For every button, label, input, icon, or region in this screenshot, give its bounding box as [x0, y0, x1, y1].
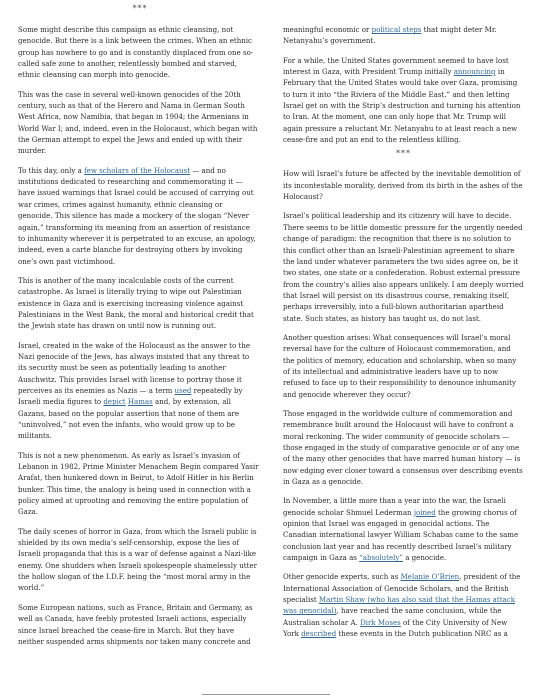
text-run: of the City University of New York	[283, 617, 508, 639]
text-run: a genocide.	[402, 553, 447, 563]
left-column	[18, 24, 259, 655]
section-separator: ***	[396, 149, 411, 159]
link-absolutely[interactable]: “absolutely”	[359, 553, 403, 563]
link-hamas[interactable]: Hamas	[127, 397, 153, 407]
link-announcing[interactable]: announcing	[453, 67, 496, 77]
text-run: the growing chorus of opinion that Israel was engaged in genocidal actions. The Canadian international lawyer William Schabas came to the same conclusion last year and has recently described Israel’s military campaign in Gaza as	[283, 507, 519, 563]
link-used[interactable]: used	[174, 385, 192, 395]
link-martin-shaw[interactable]: Martin Shaw (who has also said that the Hamas attack was genocidal)	[283, 595, 515, 616]
text-run: these events in the Dutch publication NRC as a	[336, 629, 508, 639]
right-column	[283, 24, 524, 648]
paragraph: Those engaged in the worldwide culture of commemoration and remembrance built around the Holocaust will have to confront a moral reckoning. The wider community of genocide scholars — those engaged in the study of comparative genocide or of any one of the many other genocides that have marred human history — is now edging ever closer toward a consensus over describing events in Gaza as a genocide.	[283, 408, 523, 487]
paragraph: This was the case in several well-known genocides of the 20th century, such as that of the Herero and Nama in German South West Africa, now Namibia, that began in 1904; the Armenians in World War I; and, indeed, even in the Holocaust, which began with the German attempt to expel the Jews and ended up with their murder.	[18, 89, 258, 156]
text-run: , president of the International Association of Genocide Scholars, and the British specialist	[283, 572, 521, 605]
text-run: For a while, the United States government seemed to have lost interest in Gaza, with President Trump initially	[283, 55, 509, 77]
paragraph: Some European nations, such as France, Britain and Germany, as well as Canada, have feebly protested Israeli actions, especially since Israel breached the cease-fire in March. But they have neither suspended arms shipments nor taken many concrete and	[18, 602, 253, 646]
paragraph	[18, 165, 259, 267]
paragraph: The daily scenes of horror in Gaza, from which the Israeli public is shielded by its own media’s self-censorship, expose the lies of Israeli propaganda that this is a war of defense against a Nazi-like enemy. One shudders when Israeli spokespeople shamelessly utter the hollow slogan of the I.D.F. being the “most moral army in the world.”	[18, 526, 257, 593]
paragraph	[283, 495, 524, 563]
link-political-steps[interactable]: political steps	[371, 25, 422, 34]
footer-divider	[202, 694, 330, 695]
text-run: Other genocide experts, such as	[283, 572, 401, 582]
text-run: Israel, created in the wake of the Holocaust as the answer to the Nazi genocide of the Jews, has always insisted that any threat to its security must be seen as potentially leading to another Auschwitz. This provides Israel with license to portray those it perceives as its enemies as Nazis — a term	[18, 340, 251, 395]
paragraph: How will Israel’s future be affected by the inevitable demolition of its incontestable morality, derived from its birth in the ashes of the Holocaust?	[283, 169, 523, 202]
link-described[interactable]: described	[301, 629, 337, 639]
text-run: — and no institutions dedicated to researching and commemorating it — have issued warnings that Israel could be accused of carrying out war crimes, crimes against humanity, ethnic cleansing or genocide. This silence has made a mockery of the slogan “Never again,” transforming its meaning from an assertion of resistance to inhumanity wherever it is perpetrated to an excuse, an apology, indeed, even a carte blanche for destroying others by invoking one’s own past victimhood.	[18, 165, 256, 266]
section-separator: ***	[132, 4, 148, 13]
text-run: In November, a little more than a year into the war, the Israeli genocide scholar Shmuel Lederman	[283, 496, 506, 517]
link-melanie-obrien[interactable]: Melanie O’Brien	[400, 572, 460, 582]
text-run: To this day, only a	[18, 165, 85, 175]
link-joined[interactable]: joined	[413, 507, 436, 517]
text-run: that might deter Mr. Netanyahu’s government.	[283, 25, 497, 46]
paragraph	[18, 340, 259, 442]
paragraph: This is another of the many incalculable costs of the current catastrophe. As Israel is literally trying to wipe out Palestinian existence in Gaza and is exercising increasing violence against Palestinians in the West Bank, the moral and historical credit that the Jewish state has drawn on until now is running out.	[18, 275, 254, 331]
paragraph: Another question arises: What consequences will Israel’s moral reversal have for the culture of Holocaust commemoration, and the politics of memory, education and scholarship, when so many of its intellectual and administrative leaders have up to now refused to face up to their responsibility to denounce inhumanity and genocide wherever they occur?	[283, 332, 517, 399]
link-few-scholars[interactable]: few scholars of the Holocaust	[84, 165, 191, 175]
text-run: and, by extension, all Gazans, based on the popular assertion that none of them are “uninvolved,” not even the infants, who would grow up to be militants.	[18, 397, 240, 441]
paragraph: Some might describe this campaign as ethnic cleansing, not genocide. But there is a link between the crimes. When an ethnic group has nowhere to go and is constantly displaced from one so-called safe zone to another, relentlessly bombed and starved, ethnic cleansing can morph into genocide.	[18, 25, 254, 80]
paragraph	[283, 55, 524, 146]
paragraph	[283, 24, 524, 47]
text-run: repeatedly by Israeli media figures to	[18, 385, 243, 407]
paragraph	[283, 571, 524, 639]
text-run: in February that the United States would take over Gaza, promising to turn it into “the Riviera of the Middle East,” and then letting Israel get on with the Strip’s destruction and turning his attention to Iran. At the moment, one can only hope that Mr. Trump will again pressure a reluctant Mr. Netanyahu to at least reach a new cease-fire and put an end to the relentless killing.	[283, 67, 521, 145]
text-run: , have reached the same conclusion, while the Australian scholar A.	[283, 606, 502, 627]
link-depict[interactable]: depict	[103, 397, 126, 407]
paragraph: This is not a new phenomenon. As early as Israel’s invasion of Lebanon in 1982, Prime Minister Menachem Begin compared Yasir Arafat, then hunkered down in Beirut, to Adolf Hitler in his Berlin bunker. This time, the analogy is being used in connection with a policy aimed at uprooting and removing the entire population of Gaza.	[18, 450, 259, 517]
paragraph: Israel’s political leadership and its citizenry will have to decide. There seems to be little domestic pressure for the urgently needed change of paradigm: the recognition that there is no solution to this conflict other than an Israeli-Palestinian agreement to share the land under whatever parameters the two sides agree on, be it two states, one state or a confederation. Robust external pressure from the country’s allies also appears unlikely. I am deeply worried that Israel will persist on its disastrous course, remaking itself, perhaps irreversibly, into a full-blown authoritarian apartheid state. Such states, as history has taught us, do not last.	[283, 211, 524, 323]
link-dirk-moses[interactable]: Dirk Moses	[360, 617, 401, 627]
text-run: meaningful economic or	[283, 25, 372, 34]
